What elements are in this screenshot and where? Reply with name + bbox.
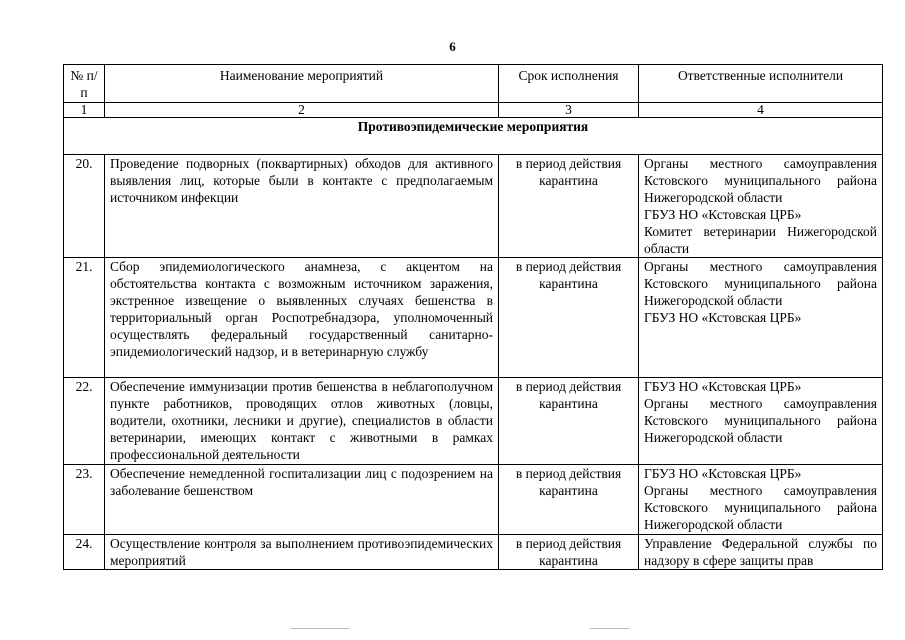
row-number: 20. [64, 155, 105, 258]
table-row [64, 155, 883, 258]
header-row [64, 65, 883, 103]
page-edge-mark [590, 628, 630, 629]
row-number: 22. [64, 378, 105, 465]
measures-table [63, 64, 883, 570]
responsible-line: ГБУЗ НО «Кстовская ЦРБ» [644, 310, 802, 325]
table-row [64, 535, 883, 570]
measure-name: Осуществление контроля за выполнением противоэпидемических мероприятий [105, 535, 499, 570]
measure-responsible [639, 378, 883, 465]
responsible-line: Управление Федеральной службы по надзору в сфере защиты прав [644, 536, 877, 568]
table-row [64, 258, 883, 378]
column-number: 4 [639, 103, 883, 118]
measure-responsible [639, 465, 883, 535]
table-row [64, 465, 883, 535]
header-term: Срок исполнения [499, 65, 639, 103]
column-number: 2 [105, 103, 499, 118]
measure-responsible [639, 258, 883, 378]
table-row [64, 378, 883, 465]
responsible-line: Органы местного самоуправления Кстовского муниципального района Нижегородской области [644, 396, 877, 445]
column-number: 1 [64, 103, 105, 118]
header-name: Наименование мероприятий [105, 65, 499, 103]
row-number: 21. [64, 258, 105, 378]
responsible-line: ГБУЗ НО «Кстовская ЦРБ» [644, 379, 802, 394]
measure-term: в период действия карантина [499, 155, 639, 258]
measure-term: в период действия карантина [499, 378, 639, 465]
measure-term: в период действия карантина [499, 535, 639, 570]
measure-name: Сбор эпидемиологического анамнеза, с акцентом на обстоятельства контакта с возможным источником заражения, экстренное извещение о выявленных случаях бешенства в территориальный орган Роспотребнадзора, уполномоченный осуществлять федеральный государственный санитарно-эпидемиологический надзор, и в ветеринарную службу [105, 258, 499, 378]
header-responsible: Ответственные исполнители [639, 65, 883, 103]
responsible-line: Органы местного самоуправления Кстовского муниципального района Нижегородской области [644, 483, 877, 532]
header-num: № п/п [64, 65, 105, 103]
column-number: 3 [499, 103, 639, 118]
column-number-row [64, 103, 883, 118]
responsible-line: ГБУЗ НО «Кстовская ЦРБ» [644, 466, 802, 481]
row-number: 23. [64, 465, 105, 535]
measure-term: в период действия карантина [499, 258, 639, 378]
measure-name: Проведение подворных (поквартирных) обходов для активного выявления лиц, которые были в контакте с предполагаемым источником инфекции [105, 155, 499, 258]
responsible-line: ГБУЗ НО «Кстовская ЦРБ» [644, 207, 802, 222]
responsible-line: Органы местного самоуправления Кстовского муниципального района Нижегородской области [644, 156, 877, 205]
measure-name: Обеспечение немедленной госпитализации лиц с подозрением на заболевание бешенством [105, 465, 499, 535]
row-number: 24. [64, 535, 105, 570]
measure-name: Обеспечение иммунизации против бешенства в неблагополучном пункте работников, проводящих отлов животных (ловцы, водители, охотники, лесники и другие), специалистов в области ветеринарии, имеющих контакт с животными в рамках профессиональной деятельности [105, 378, 499, 465]
responsible-line: Комитет ветеринарии Нижегородской области [644, 224, 877, 256]
page-number: 6 [449, 39, 456, 54]
section-title: Противоэпидемические мероприятия [64, 118, 883, 155]
page-edge-mark [290, 628, 350, 629]
measure-term: в период действия карантина [499, 465, 639, 535]
responsible-line: Органы местного самоуправления Кстовского муниципального района Нижегородской области [644, 259, 877, 308]
section-row [64, 118, 883, 155]
measure-responsible [639, 535, 883, 570]
measure-responsible [639, 155, 883, 258]
